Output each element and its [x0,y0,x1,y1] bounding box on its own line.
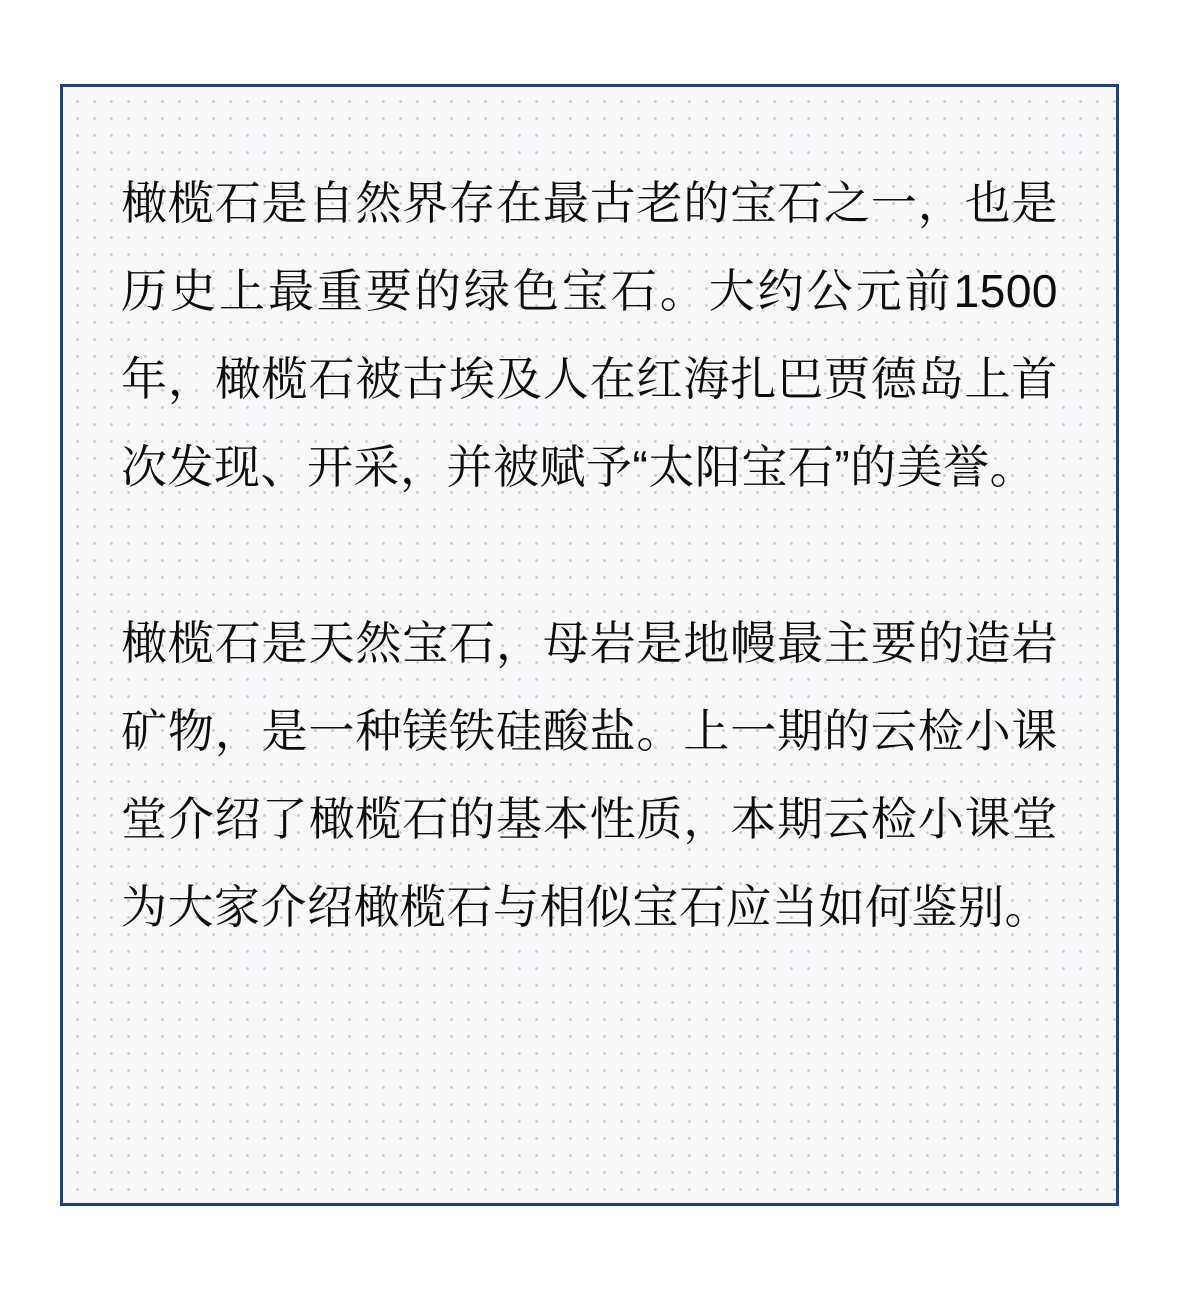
paragraph-1: 橄榄石是自然界存在最古老的宝石之一，也是历史上最重要的绿色宝石。大约公元前1500年，橄榄石被古埃及人在红海扎巴贾德岛上首次发现、开采，并被赋予“太阳宝石”的美誉。 [121,177,1058,493]
paragraph-2: 橄榄石是天然宝石，母岩是地幔最主要的造岩矿物，是一种镁铁硅酸盐。上一期的云检小课堂介绍了橄榄石的基本性质，本期云检小课堂为大家介绍橄榄石与相似宝石应当如何鉴别。 [121,617,1058,933]
content-card [60,84,1119,1206]
